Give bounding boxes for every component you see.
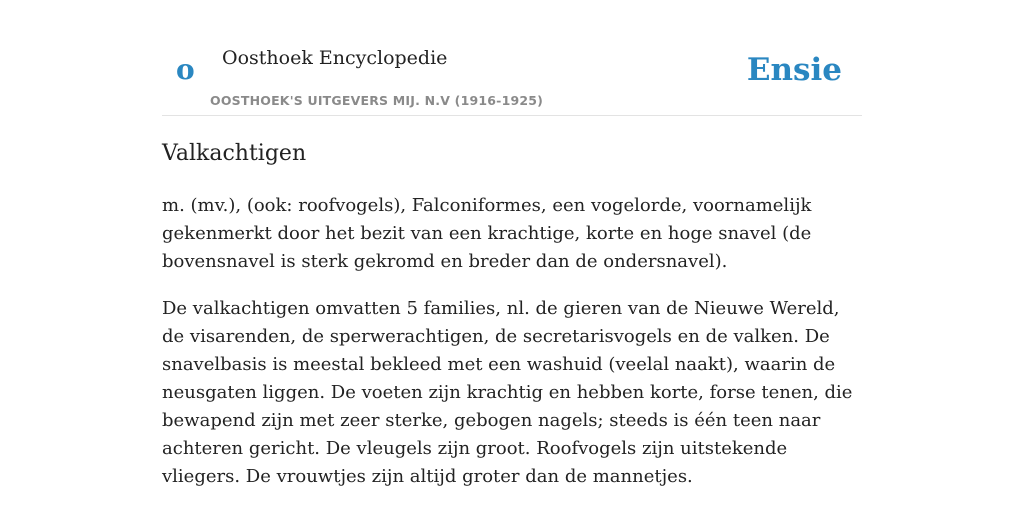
page-container	[162, 0, 862, 487]
encyclopedia-logo[interactable]: o	[176, 53, 195, 86]
publisher-subtitle: OOSTHOEK'S UITGEVERS MIJ. N.V (1916-1925)	[210, 93, 544, 108]
entry-title: Valkachtigen	[162, 141, 307, 166]
entry-paragraph: De valkachtigen omvatten 5 families, nl. de gieren van de Nieuwe Wereld, de visarenden, de sperwerachtigen, de secretarisvogels en de valken. De snavelbasis is meestal bekleed met een washuid (veelal naakt), waarin de neusgaten liggen. De voeten zijn krachtig en hebben korte, forse tenen, die bewapend zijn met zeer sterke, gebogen nagels; steeds is één teen naar achteren gericht. De vleugels zijn groot. Roofvogels zijn uitstekende vliegers. De vrouwtjes zijn altijd groter dan de mannetjes.	[162, 298, 853, 487]
entry-paragraph: m. (mv.), (ook: roofvogels), Falconiformes, een vogelorde, voornamelijk gekenmerkt door het bezit van een krachtige, korte en hoge snavel (de bovensnavel is sterk gekromd en breder dan de ondersnavel).	[162, 195, 812, 272]
ensie-brand-link[interactable]: Ensie	[746, 52, 842, 88]
site-header	[162, 0, 862, 116]
entry-body	[162, 192, 864, 510]
encyclopedia-title[interactable]: Oosthoek Encyclopedie	[222, 47, 448, 69]
